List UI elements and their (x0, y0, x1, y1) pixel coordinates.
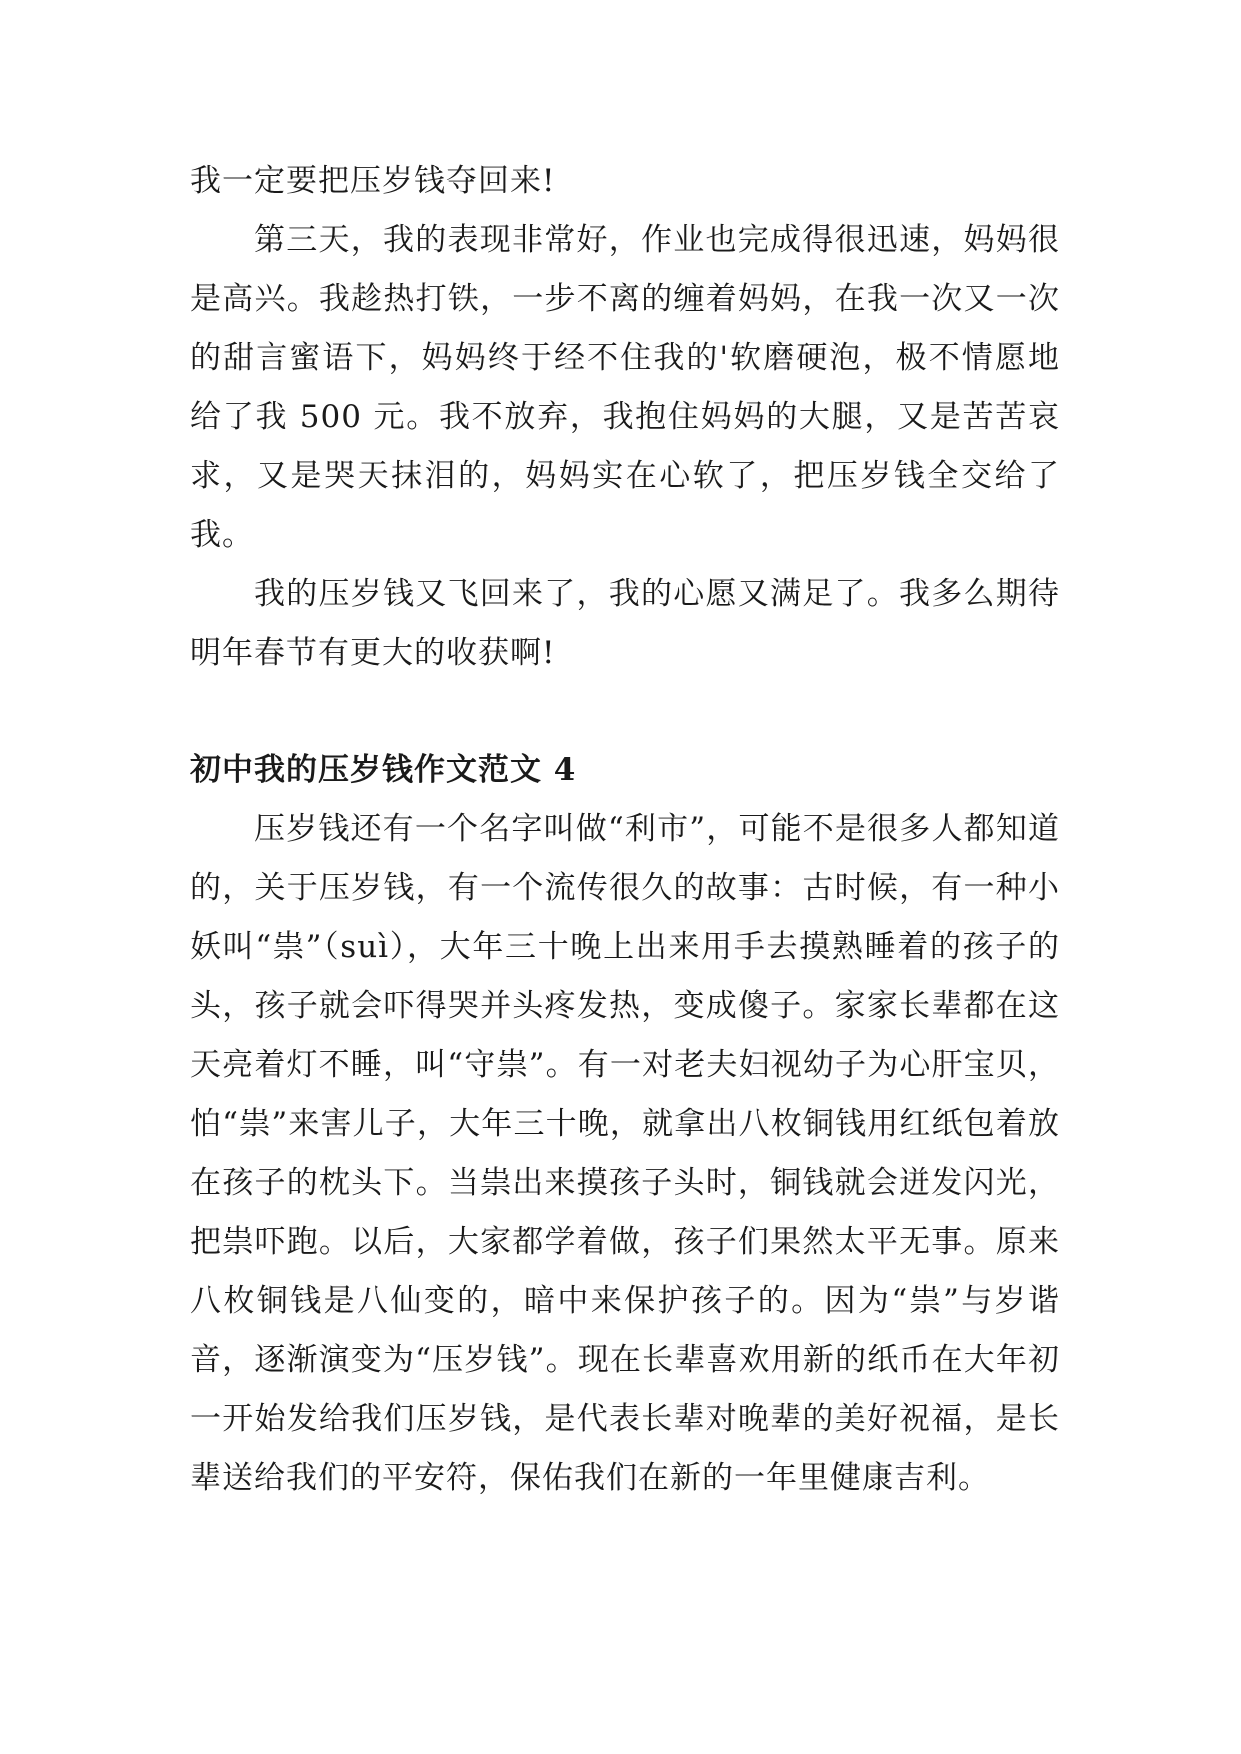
paragraph-continuation: 我一定要把压岁钱夺回来! (190, 163, 556, 199)
section-gap (190, 683, 1060, 741)
paragraph-legend: 压岁钱还有一个名字叫做“利市”，可能不是很多人都知道的，关于压岁钱，有一个流传很久的故事：古时候，有一种小妖叫“祟”（suì），大年三十晚上出来用手去摸熟睡着的孩子的头，孩子就会吓得哭并头疼发热，变成傻子。家家长辈都在这天亮着灯不睡，叫“守祟”。有一对老夫妇视幼子为心肝宝贝，怕“祟”来害儿子，大年三十晚，就拿出八枚铜钱用红纸包着放在孩子的枕头下。当祟出来摸孩子头时，铜钱就会迸发闪光，把祟吓跑。以后，大家都学着做，孩子们果然太平无事。原来八枚铜钱是八仙变的，暗中来保护孩子的。因为“祟”与岁谐音，逐渐演变为“压岁钱”。现在长辈喜欢用新的纸币在大年初一开始发给我们压岁钱，是代表长辈对晚辈的美好祝福，是长辈送给我们的平安符，保佑我们在新的一年里健康吉利。 (190, 811, 1060, 1496)
section-title: 初中我的压岁钱作文范文 4 (190, 752, 577, 788)
text-column (190, 152, 1060, 1508)
paragraph-conclusion: 我的压岁钱又飞回来了，我的心愿又满足了。我多么期待明年春节有更大的收获啊! (190, 576, 1060, 671)
paragraph-third-day: 第三天，我的表现非常好，作业也完成得很迅速，妈妈很是高兴。我趁热打铁，一步不离的缠着妈妈，在我一次又一次的甜言蜜语下，妈妈终于经不住我的'软磨硬泡，极不情愿地给了我 500 元。我不放弃，我抱住妈妈的大腿，又是苦苦哀求，又是哭天抹泪的，妈妈实在心软了，把压岁钱全交给了我。 (190, 222, 1060, 553)
